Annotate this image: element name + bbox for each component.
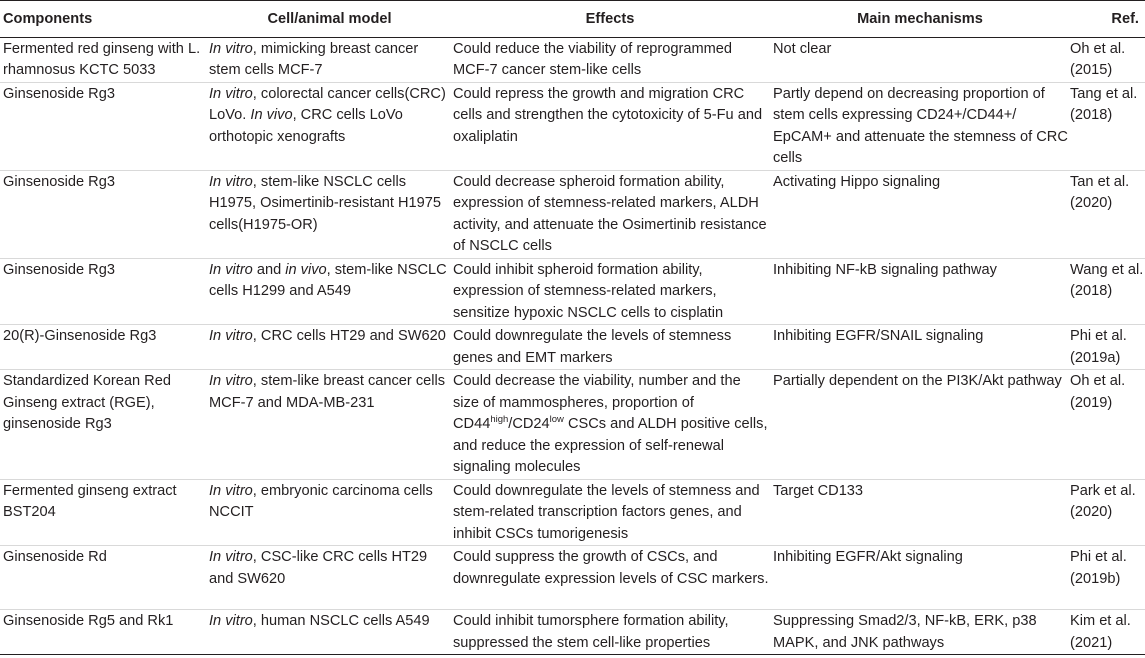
cell-component: Ginsenoside Rg3 [3, 261, 115, 278]
cell-model: In vitro, stem-like breast cancer cells MCF-7 and MDA-MB-231 [209, 373, 446, 411]
cell-ref: Oh et al. (2019) [1070, 373, 1126, 411]
cell-ref: Kim et al. (2021) [1070, 613, 1131, 651]
table-row [0, 610, 1145, 655]
cell-component: Ginsenoside Rd [3, 549, 107, 565]
cell-ref: Phi et al. (2019a) [1070, 328, 1127, 366]
cell-effects: Could decrease the viability, number and the size of mammospheres, proportion of $CD44^{high}/CD24^{low}$ CSCs and ALDH positive cells, and reduce the expression of self-renewal signaling molecules [453, 373, 768, 475]
table-row [0, 258, 1145, 325]
cell-model: In vitro, embryonic carcinoma cells NCCIT [209, 482, 433, 520]
cell-mechanism: Inhibiting EGFR/SNAIL signaling [773, 328, 984, 344]
cell-effects: Could downregulate the levels of stemness genes and EMT markers [453, 328, 732, 366]
cell-ref: Park et al. (2020) [1070, 482, 1136, 520]
table-row [0, 325, 1145, 370]
table-row [0, 170, 1145, 258]
cell-model: In vitro, mimicking breast cancer stem cells MCF-7 [209, 40, 419, 78]
header-components: Components [3, 11, 93, 27]
cell-ref: Oh et al. (2015) [1070, 40, 1126, 78]
table-row [0, 370, 1145, 480]
ginsenoside-table [0, 1, 1145, 655]
cell-model: In vitro, colorectal cancer cells(CRC) LoVo. In vivo, CRC cells LoVo orthotopic xenografts [209, 85, 446, 145]
cell-ref: Tan et al. (2020) [1070, 173, 1130, 211]
header-row [0, 1, 1145, 37]
cell-mechanism: Partially dependent on the PI3K/Akt pathway [773, 373, 1062, 389]
cell-mechanism: Inhibiting EGFR/Akt signaling [773, 549, 963, 565]
cell-model: In vitro, human NSCLC cells A549 [209, 613, 430, 629]
table-row [0, 82, 1145, 170]
cell-component: Ginsenoside Rg3 [3, 85, 115, 102]
cell-effects: Could downregulate the levels of stemness and stem-related transcription factors genes, and inhibit CSCs tumorigenesis [453, 482, 760, 542]
cell-model: In vitro, CRC cells HT29 and SW620 [209, 328, 446, 344]
cell-component: 20(R)-Ginsenoside Rg3 [3, 328, 157, 344]
header-mechanisms: Main mechanisms [857, 11, 983, 27]
cell-mechanism: Activating Hippo signaling [773, 173, 941, 190]
cell-model: In vitro and in vivo, stem-like NSCLC cells H1299 and A549 [209, 261, 447, 299]
cell-mechanism: Inhibiting NF-kB signaling pathway [773, 261, 997, 278]
cell-ref: Phi et al. (2019b) [1070, 549, 1127, 587]
cell-effects: Could decrease spheroid formation ability, expression of stemness-related markers, ALDH activity, and attenuate the Osimertinib resistance of NSCLC cells [453, 173, 767, 254]
cell-effects: Could inhibit spheroid formation ability, expression of stemness-related markers, sensitize hypoxic NSCLC cells to cisplatin [453, 261, 724, 321]
cell-effects: Could inhibit tumorsphere formation ability, suppressed the stem cell-like properties [453, 613, 729, 651]
cell-mechanism: Target CD133 [773, 482, 864, 499]
table-row [0, 546, 1145, 610]
cell-mechanism: Partly depend on decreasing proportion of stem cells expressing CD24+/CD44+/ EpCAM+ and attenuate the stemness of CRC cells [773, 85, 1068, 166]
table-row [0, 479, 1145, 546]
cell-effects: Could repress the growth and migration CRC cells and strengthen the cytotoxicity of 5-Fu and oxaliplatin [453, 85, 763, 145]
cell-model: In vitro, stem-like NSCLC cells H1975, Osimertinib-resistant H1975 cells(H1975-OR) [209, 173, 441, 233]
cell-mechanism: Not clear [773, 40, 832, 57]
cell-model: In vitro, CSC-like CRC cells HT29 and SW620 [209, 549, 428, 587]
table-body [0, 37, 1145, 655]
cell-component: Ginsenoside Rg3 [3, 173, 115, 190]
cell-effects: Could reduce the viability of reprogrammed MCF-7 cancer stem-like cells [453, 40, 733, 78]
header-ref: Ref. [1111, 11, 1139, 27]
table-row [0, 37, 1145, 82]
cell-component: Fermented ginseng extract BST204 [3, 482, 177, 520]
cell-effects: Could suppress the growth of CSCs, and downregulate expression levels of CSC markers. [453, 549, 769, 587]
cell-ref: Wang et al. (2018) [1070, 261, 1144, 299]
header-effects: Effects [585, 11, 635, 27]
cell-ref: Tang et al. (2018) [1070, 85, 1138, 123]
cell-component: Standardized Korean Red Ginseng extract (RGE), ginsenoside Rg3 [3, 373, 171, 432]
header-model: Cell/animal model [267, 11, 392, 27]
cell-component: Ginsenoside Rg5 and Rk1 [3, 613, 174, 629]
cell-mechanism: Suppressing Smad2/3, NF-kB, ERK, p38 MAPK, and JNK pathways [773, 613, 1037, 651]
cell-component: Fermented red ginseng with L. rhamnosus KCTC 5033 [3, 40, 201, 78]
